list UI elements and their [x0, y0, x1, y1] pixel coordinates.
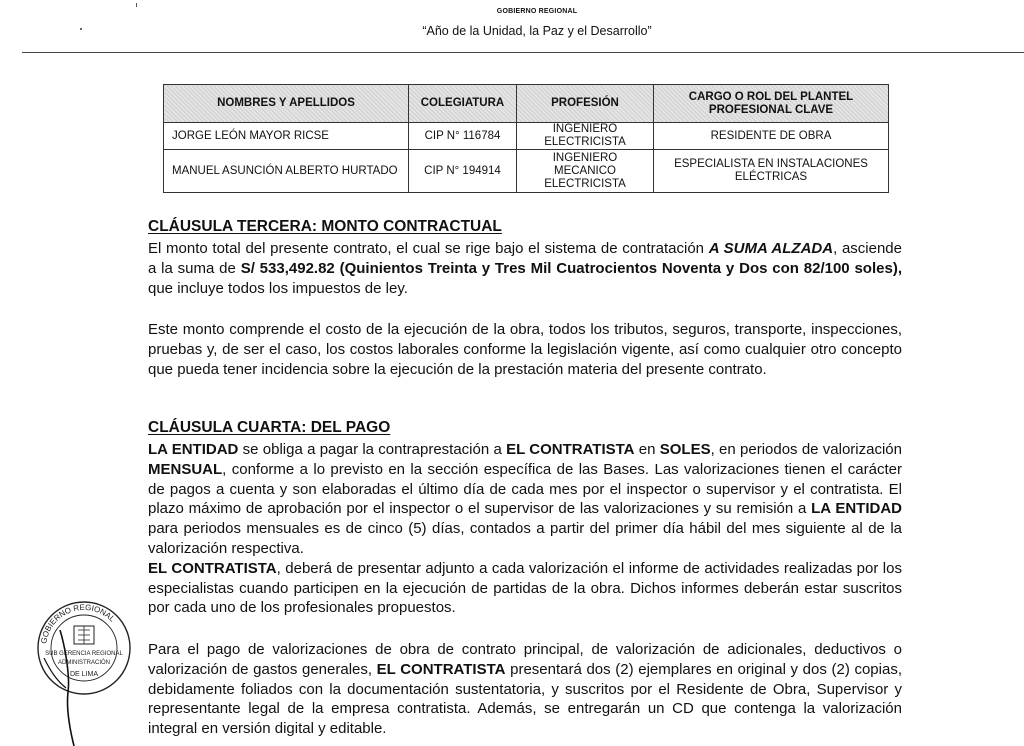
- stamp-line: DE LIMA: [69, 671, 99, 678]
- text-run: El monto total del presente contrato, el cual se rige bajo el sistema de contratación: [148, 240, 709, 257]
- text-run: presentará dos (2) ejemplares en original y dos (2) copias, debidamente foliados con la documentación sustentatoria, y suscritos por el Residente de Obra, Supervisor y representante legal de la empresa contratista. Además, se entregarán un CD que contenga la valorización integral en versión digital y editable.: [148, 660, 902, 738]
- text-run: para periodos mensuales es de cinco (5) días, contados a partir del primer día hábil del mes siguiente al de la valorización respectiva.: [148, 520, 902, 557]
- contractor-term: EL CONTRATISTA: [506, 441, 635, 458]
- contract-amount: S/ 533,492.82 (Quinientos Treinta y Tres Mil Cuatrocientos Noventa y Dos con 82/100 soles),: [240, 259, 902, 277]
- header-org: GOBIERNO REGIONAL: [496, 8, 578, 15]
- table-cell: CIP N° 116784: [409, 123, 517, 150]
- text-run: , conforme a lo previsto en la sección específica de las Bases. Las valorizaciones tienen el carácter de pagos a cuenta y son elaboradas el último día de cada mes por el inspector o supervisor y el contratista. El plazo máximo de aprobación por el inspector o el supervisor de las valorizaciones y su remisión a: [148, 460, 902, 518]
- stamp-line: SUB GERENCIA REGIONAL: [45, 651, 123, 657]
- header-motto: “Año de la Unidad, la Paz y el Desarrollo”: [422, 24, 652, 38]
- table-cell: CIP N° 194914: [409, 150, 517, 193]
- contractor-term: EL CONTRATISTA: [148, 559, 277, 577]
- text-run: , deberá de presentar adjunto a cada valorización el informe de actividades realizadas por los especialistas cuando participen en la ejecución de partidas de la obra. Dichos informes deberán estar suscritos por cada uno de los profesionales propuestos.: [148, 559, 902, 617]
- clause-4-payment-paragraph: [148, 440, 902, 618]
- period-term: MENSUAL: [148, 460, 223, 478]
- contractor-term: EL CONTRATISTA: [376, 660, 506, 678]
- column-header: COLEGIATURA: [409, 85, 517, 123]
- text-run: , asciende a la suma de: [148, 240, 902, 277]
- table-cell: INGENIERO ELECTRICISTA: [517, 123, 654, 150]
- clause-3-amount-paragraph: [148, 239, 902, 298]
- column-header: CARGO O ROL DEL PLANTEL PROFESIONAL CLAVE: [654, 85, 889, 123]
- column-header: PROFESIÓN: [517, 85, 654, 123]
- table-cell: MANUEL ASUNCIÓN ALBERTO HURTADO: [164, 150, 409, 193]
- table-cell: JORGE LEÓN MAYOR RICSE: [164, 123, 409, 150]
- clause-3-scope-paragraph: [148, 320, 902, 379]
- column-header: NOMBRES Y APELLIDOS: [164, 85, 409, 123]
- text-run: que incluye todos los impuestos de ley.: [148, 279, 408, 297]
- currency-term: SOLES: [659, 441, 711, 458]
- clause-3-title: CLÁUSULA TERCERA: MONTO CONTRACTUAL: [148, 218, 502, 235]
- scan-mark: [136, 3, 137, 7]
- header-divider: [22, 52, 1024, 53]
- staff-table: [163, 84, 889, 193]
- table-cell: RESIDENTE DE OBRA: [654, 123, 889, 150]
- clause-4-documents-paragraph: [148, 640, 902, 739]
- clause-4-title: CLÁUSULA CUARTA: DEL PAGO: [148, 419, 391, 436]
- table-row: [164, 123, 889, 150]
- text-run: en: [634, 441, 660, 458]
- entity-term: LA ENTIDAD: [148, 441, 239, 458]
- signature-stroke: [40, 630, 100, 746]
- text-run: , en periodos de valorización: [710, 441, 902, 458]
- text-run: Para el pago de valorizaciones de obra de contrato principal, de valorización de adicionales, deductivos o valorización de gastos generales,: [148, 641, 902, 678]
- stamp-line: ADMINISTRACIÓN: [57, 660, 111, 666]
- table-header-row: [164, 85, 889, 123]
- text-run: se obliga a pagar la contraprestación a: [238, 441, 507, 458]
- entity-term: LA ENTIDAD: [811, 500, 902, 518]
- table-cell: ESPECIALISTA EN INSTALACIONES ELÉCTRICAS: [654, 150, 889, 193]
- paragraph-text: Este monto comprende el costo de la ejecución de la obra, todos los tributos, seguros, transporte, inspecciones, pruebas y, de ser el caso, los costos laborales conforme la legislación vigente, así como cualquier otro concepto que pueda tener incidencia sobre la ejecución de la prestación materia del presente contrato.: [148, 321, 902, 378]
- table-row: [164, 150, 889, 193]
- table-cell: INGENIERO MECANICO ELECTRICISTA: [517, 150, 654, 193]
- stamp-ring-text: GOBIERNO REGIONAL: [39, 602, 117, 645]
- contract-system: A SUMA ALZADA: [708, 240, 834, 257]
